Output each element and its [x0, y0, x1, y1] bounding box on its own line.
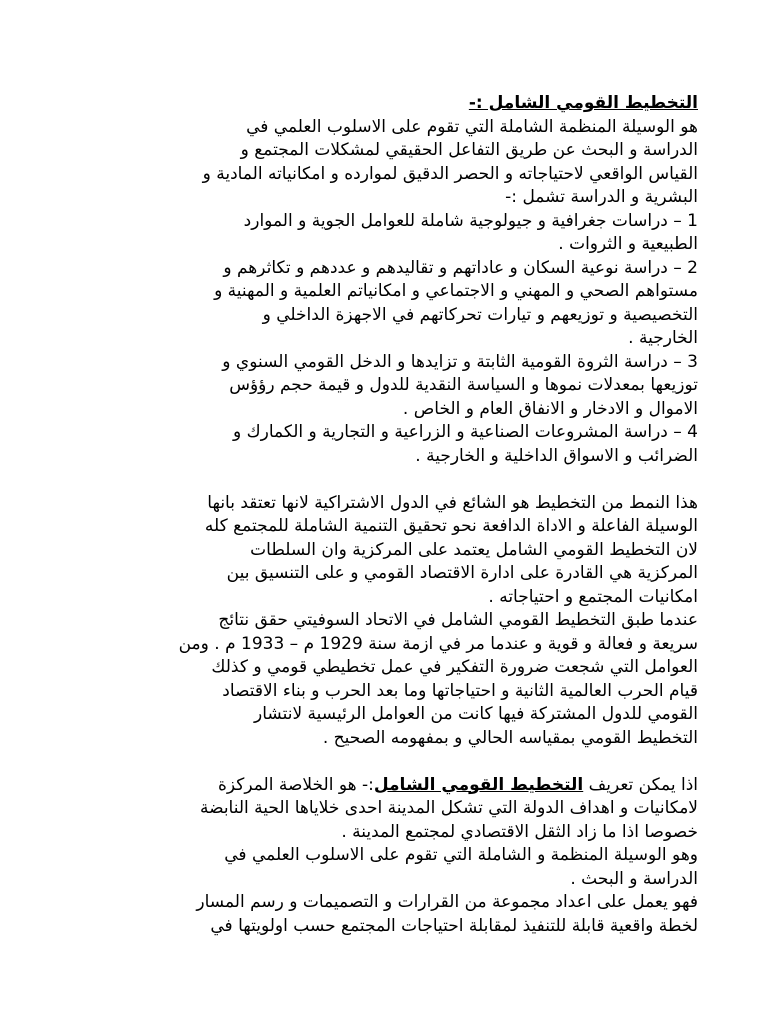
text-line: فهو يعمل على اعداد مجموعة من القرارات و التصميمات و رسم المسار	[196, 892, 698, 912]
text-line: امكانيات المجتمع و احتياجاته .	[488, 586, 698, 607]
text-line: الدراسة و البحث عن طريق التفاعل الحقيقي لمشكلات المجتمع و	[240, 140, 698, 160]
text-line: هذا النمط من التخطيط هو الشائع في الدول الاشتراكية لانها تعتقد بانها	[207, 492, 698, 513]
definition-prefix: اذا يمكن تعريف	[583, 774, 698, 795]
text-line: الطبيعية و الثروات .	[558, 234, 698, 254]
text-line: لامكانيات و اهداف الدولة التي تشكل المدينة احدى خلاياها الحية النابضة	[199, 798, 698, 818]
text-line: مستواهم الصحي و المهني و الاجتماعي و امكانياتم العلمية و المهنية و	[214, 281, 698, 301]
text-line: سريعة و فعالة و قوية و عندما مر في ازمة سنة 1929 م – 1933 م . ومن	[178, 633, 698, 654]
text-line: التخصيصية و توزيعهم و تيارات تحركاتهم في الاجهزة الداخلي و	[262, 304, 698, 325]
text-line: الدراسة و البحث .	[570, 868, 698, 889]
definition-line	[70, 774, 698, 798]
text-line: خصوصا اذا ما زاد الثقل الاقتصادي لمجتمع المدينة .	[341, 821, 698, 842]
block-3	[70, 774, 698, 939]
paragraph-spacer	[70, 750, 698, 774]
document-page	[70, 92, 698, 938]
text-line: عندما طبق التخطيط القومي الشامل في الاتحاد السوفيتي حقق نتائج	[218, 610, 698, 630]
text-line: المركزية هي القادرة على ادارة الاقتصاد القومي و على التنسيق بين	[226, 563, 698, 583]
text-line: الخارجية .	[628, 328, 698, 348]
text-line: قيام الحرب العالمية الثانية و احتياجاتها وما بعد الحرب و بناء الاقتصاد	[222, 680, 698, 701]
text-line: الاموال و الادخار و الانفاق العام و الخاص .	[402, 398, 698, 419]
text-line: التخطيط القومي بمقياسه الحالي و بمفهومه الصحيح .	[322, 727, 698, 748]
text-line: هو الوسيلة المنظمة الشاملة التي تقوم على الاسلوب العلمي في	[246, 116, 698, 137]
block-1	[70, 116, 698, 469]
text-line: لان التخطيط القومي الشامل يعتمد على المركزية وان السلطات	[250, 539, 698, 560]
definition-suffix: :- هو الخلاصة المركزة	[217, 774, 374, 795]
block-2	[70, 492, 698, 751]
definition-term: التخطيط القومي الشامل	[373, 774, 584, 795]
text-line: 2 – دراسة نوعية السكان و عاداتهم و تقاليدهم و عددهم و تكاثرهم و	[223, 257, 698, 278]
text-line: القياس الواقعي لاحتياجاته و الحصر الدقيق لموارده و امكانياته المادية و	[202, 163, 698, 184]
text-line: 1 – دراسات جغرافية و جيولوجية شاملة للعوامل الجوية و الموارد	[243, 210, 698, 231]
text-line: 3 – دراسة الثروة القومية الثابتة و تزايدها و الدخل القومي السنوي و	[222, 351, 698, 372]
paragraph-spacer	[70, 468, 698, 492]
text-line: القومي للدول المشتركة فيها كانت من العوامل الرئيسية لانتشار	[254, 704, 698, 724]
text-line: العوامل التي شجعت ضرورة التفكير في عمل تخطيطي قومي و كذلك	[211, 657, 698, 677]
document-heading: التخطيط القومي الشامل :-	[468, 93, 698, 113]
text-line: وهو الوسيلة المنظمة و الشاملة التي تقوم على الاسلوب العلمي في	[224, 845, 698, 865]
text-line: لخطة واقعية قابلة للتنفيذ لمقابلة احتياجات المجتمع حسب اولويتها في	[210, 915, 698, 936]
text-line: الضرائب و الاسواق الداخلية و الخارجية .	[415, 445, 698, 466]
text-line: الوسيلة الفاعلة و الاداة الدافعة نحو تحقيق التنمية الشاملة للمجتمع كله	[204, 516, 698, 536]
text-line: توزيعها بمعدلات نموها و السياسة النقدية للدول و قيمة حجم رؤؤس	[229, 375, 698, 395]
text-line: البشرية و الدراسة تشمل :-	[505, 187, 698, 207]
text-line: 4 – دراسة المشروعات الصناعية و الزراعية و التجارية و الكمارك و	[233, 422, 698, 442]
